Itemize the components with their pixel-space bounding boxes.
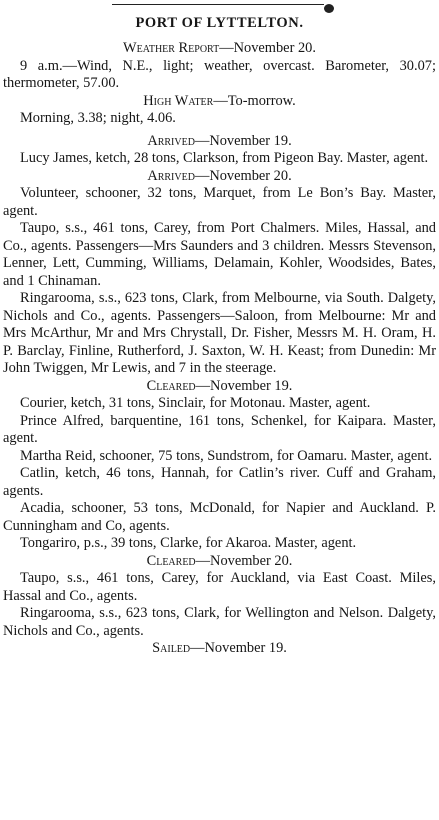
- weather-report: 9 a.m.—Wind, N.E., light; weather, overcast. Barometer, 30.07; thermometer, 57.00.: [3, 57, 436, 91]
- high-water-heading-label: High Water: [143, 92, 214, 109]
- sailed-nov19-date: —November 19.: [190, 640, 287, 656]
- arrived-nov19-label: Arrived: [147, 132, 195, 149]
- cleared-nov19-date: —November 19.: [195, 377, 293, 394]
- arrived-nov20-label: Arrived: [147, 167, 195, 184]
- shipping-entry: Ringarooma, s.s., 623 tons, Clark, for Wellington and Nelson. Dalgety, Nichols and Co., agents.: [3, 605, 436, 639]
- shipping-entry: Tongariro, p.s., 39 tons, Clarke, for Akaroa. Master, agent.: [20, 535, 357, 551]
- cleared-nov20-heading: [3, 553, 436, 571]
- header-rule: [112, 4, 324, 5]
- article-body: [3, 40, 436, 658]
- weather-heading-date: —November 20.: [219, 40, 316, 56]
- masthead: PORT OF LYTTELTON.: [135, 15, 304, 31]
- shipping-entry: Lucy James, ketch, 28 tons, Clarkson, from Pigeon Bay. Master, agent.: [20, 150, 429, 166]
- shipping-entry: Acadia, schooner, 53 tons, McDonald, for Napier and Auckland. P. Cunningham and Co, agents.: [3, 500, 436, 534]
- cleared-nov19-label: Cleared: [146, 377, 196, 394]
- high-water-times: Morning, 3.38; night, 4.06.: [20, 110, 176, 126]
- weather-heading-label: Weather Report: [123, 40, 220, 56]
- arrived-nov20-heading: [3, 168, 436, 186]
- shipping-entry: Courier, ketch, 31 tons, Sinclair, for Motonau. Master, agent.: [20, 395, 371, 411]
- arrived-nov19-heading: [3, 133, 436, 151]
- cleared-nov19-heading: [3, 378, 436, 396]
- shipping-entry: Prince Alfred, barquentine, 161 tons, Schenkel, for Kaipara. Master, agent.: [3, 412, 436, 446]
- arrived-nov20-date: —November 20.: [194, 167, 292, 184]
- shipping-entry: Catlin, ketch, 46 tons, Hannah, for Catlin’s river. Cuff and Graham, agents.: [3, 465, 436, 499]
- cleared-nov20-date: —November 20.: [195, 552, 293, 569]
- high-water-heading-date: —To-morrow.: [213, 92, 296, 109]
- shipping-entry: Ringarooma, s.s., 623 tons, Clark, from Melbourne, via South. Dalgety, Nichols and Co., agents. Passengers—Saloon, from Melbourne: Mr and Mrs McArthur, Mr and Mrs Chrystall, Dr. Fisher, Messrs M. H. Oram, H. P. Barclay, Finline, Rutherford, J. Saxton, W. H. Keast; from Dunedin: Mr John Twiggen, Mr Lewis, and 7 in the steerage.: [3, 290, 436, 376]
- shipping-entry: Martha Reid, schooner, 75 tons, Sundstrom, for Oamaru. Master, agent.: [20, 447, 433, 464]
- rule-ornament: [324, 4, 334, 13]
- cleared-nov20-label: Cleared: [146, 552, 196, 569]
- shipping-entry: Taupo, s.s., 461 tons, Carey, for Auckland, via East Coast. Miles, Hassal and Co., agents.: [3, 570, 436, 604]
- arrived-nov19-date: —November 19.: [194, 132, 292, 149]
- shipping-entry: Taupo, s.s., 461 tons, Carey, from Port Chalmers. Miles, Hassal, and Co., agents. Passengers—Mrs Saunders and 3 children. Messrs Stevenson, Lenner, Lett, Cumming, Williams, Delamain, Kohler, Woodsides, Bates, and 1 Chinaman.: [3, 220, 436, 289]
- high-water-heading: [3, 93, 436, 111]
- weather-heading: [3, 40, 436, 58]
- sailed-nov19-heading: [3, 640, 436, 658]
- shipping-entry: Volunteer, schooner, 32 tons, Marquet, from Le Bon’s Bay. Master, agent.: [3, 185, 436, 219]
- sailed-nov19-label: Sailed: [152, 640, 191, 656]
